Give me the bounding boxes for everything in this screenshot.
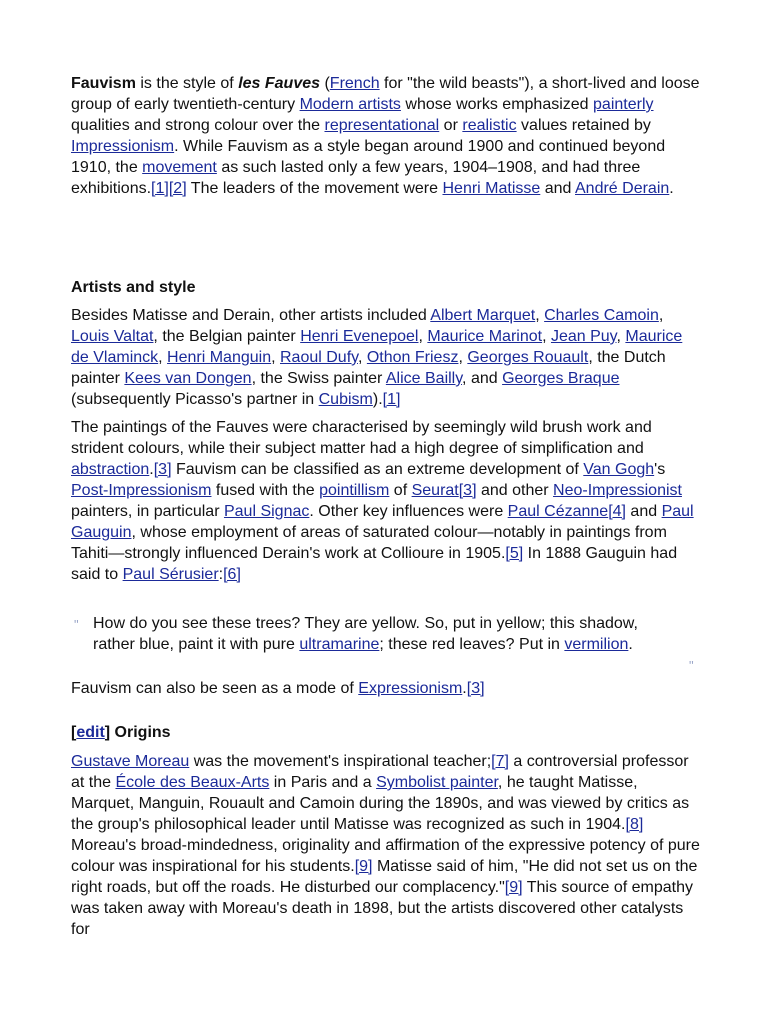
intro-paragraph	[71, 73, 701, 199]
paul-signac-link[interactable]: Paul Signac	[223, 503, 310, 520]
text-run: :	[218, 566, 224, 583]
ecole-des-beaux-arts-link[interactable]: École des Beaux-Arts	[115, 774, 270, 791]
text-run: ,	[158, 349, 168, 366]
kees-van-dongen-link[interactable]: Kees van Dongen	[124, 370, 252, 387]
louis-valtat-link[interactable]: Louis Valtat	[71, 328, 154, 345]
georges-braque-link[interactable]: Georges Braque	[502, 370, 620, 387]
text-run: is the style of	[135, 75, 239, 92]
les-fauves-term: les Fauves	[238, 75, 321, 92]
text-run: .	[628, 636, 633, 653]
text-run: In 1888 Gauguin had said to	[71, 545, 678, 583]
edit-bracket-open: [	[71, 724, 77, 741]
text-run: in Paris and a	[269, 774, 377, 791]
citation-9-link[interactable]: [9]	[504, 879, 523, 896]
movement-link[interactable]: movement	[142, 159, 217, 176]
post-impressionism-link[interactable]: Post-Impressionism	[71, 482, 212, 499]
alice-bailly-link[interactable]: Alice Bailly	[385, 370, 463, 387]
text-run: painters, in particular	[71, 503, 224, 520]
heading-origins	[71, 722, 701, 743]
raoul-dufy-link[interactable]: Raoul Dufy	[280, 349, 358, 366]
othon-friesz-link[interactable]: Othon Friesz	[366, 349, 459, 366]
citation-9-link[interactable]: [9]	[354, 858, 373, 875]
vermilion-link[interactable]: vermilion	[564, 636, 629, 653]
text-run: Fauvism can be classified as an extreme development of	[171, 461, 584, 478]
text-run: ; these red leaves? Put in	[379, 636, 565, 653]
text-run: Moreau's broad-mindedness, originality and affirmation of the expressive potency of pure colour was inspirational for his students.	[71, 837, 700, 875]
text-run: ,	[357, 349, 367, 366]
text-run: and	[540, 180, 575, 197]
blockquote	[93, 613, 673, 655]
french-link[interactable]: French	[329, 75, 380, 92]
quote-close-mark: "	[689, 658, 694, 673]
paintings-paragraph	[71, 417, 701, 585]
henri-evenepoel-link[interactable]: Henri Evenepoel	[300, 328, 419, 345]
text-run: , the Belgian painter	[153, 328, 301, 345]
representational-link[interactable]: representational	[324, 117, 440, 134]
expressionism-link[interactable]: Expressionism	[358, 680, 463, 697]
paul-gauguin-link[interactable]: Paul Gauguin	[71, 503, 694, 541]
edit-link[interactable]: edit	[76, 724, 105, 741]
albert-marquet-link[interactable]: Albert Marquet	[430, 307, 536, 324]
text-run: ,	[535, 307, 545, 324]
text-run: (	[320, 75, 330, 92]
heading-artists-and-style: Artists and style	[71, 279, 196, 296]
seurat-link[interactable]: Seurat	[411, 482, 459, 499]
citation-1-link[interactable]: [1]	[382, 391, 401, 408]
edit-bracket-close: ]	[104, 724, 111, 741]
citation-8-link[interactable]: [8]	[625, 816, 644, 833]
text-run: ,	[616, 328, 626, 345]
citation-1-link[interactable]: [1]	[151, 180, 169, 197]
text-run: ,	[271, 349, 280, 366]
origins-title: Origins	[110, 724, 171, 741]
text-run: 's	[654, 461, 666, 478]
text-run: . While Fauvism as a style began around 1900 and continued beyond 1910, the	[71, 138, 666, 176]
text-run: was the movement's inspirational teacher;	[189, 753, 492, 770]
text-run: ,	[542, 328, 551, 345]
henri-matisse-link[interactable]: Henri Matisse	[442, 180, 541, 197]
abstraction-link[interactable]: abstraction	[71, 461, 150, 478]
text-run: , the Dutch painter	[71, 349, 666, 387]
andre-derain-link[interactable]: André Derain	[575, 180, 670, 197]
text-run: How do you see these trees? They are yellow. So, put in yellow; this shadow, rather blue, paint it with pure	[93, 615, 638, 653]
citation-4-link[interactable]: [4]	[608, 503, 626, 520]
text-run: and	[625, 503, 662, 520]
fauvism-term: Fauvism	[71, 75, 136, 92]
maurice-marinot-link[interactable]: Maurice Marinot	[427, 328, 543, 345]
text-run: The paintings of the Fauves were characterised by seemingly wild brush work and strident colours, while their subject matter had a high degree of simplification and	[71, 419, 652, 457]
modern-artists-link[interactable]: Modern artists	[299, 96, 401, 113]
text-run: .	[149, 461, 154, 478]
text-run: , and	[462, 370, 503, 387]
cubism-link[interactable]: Cubism	[318, 391, 373, 408]
text-run: (subsequently Picasso's partner in	[71, 391, 319, 408]
citation-2-link[interactable]: [2]	[168, 180, 187, 197]
text-run: .	[462, 680, 467, 697]
van-gogh-link[interactable]: Van Gogh	[583, 461, 655, 478]
citation-3-link[interactable]: [3]	[458, 482, 477, 499]
text-run: , he taught Matisse, Marquet, Manguin, Rouault and Camoin during the 1890s, and was viewed by critics as the group's philosophical leader until Matisse was recognized as such in 1904.	[71, 774, 690, 833]
neo-impressionist-link[interactable]: Neo-Impressionist	[553, 482, 682, 499]
realistic-link[interactable]: realistic	[462, 117, 517, 134]
henri-manguin-link[interactable]: Henri Manguin	[167, 349, 272, 366]
text-run: Besides Matisse and Derain, other artists included	[71, 307, 431, 324]
text-run: ).	[372, 391, 383, 408]
citation-7-link[interactable]: [7]	[491, 753, 509, 770]
text-run: ,	[658, 307, 664, 324]
expressionism-paragraph	[71, 678, 701, 699]
text-run: The leaders of the movement were	[186, 180, 443, 197]
ultramarine-link[interactable]: ultramarine	[299, 636, 380, 653]
text-run: a controversial professor at the	[71, 753, 689, 791]
text-run: whose works emphasized	[400, 96, 594, 113]
jean-puy-link[interactable]: Jean Puy	[550, 328, 617, 345]
citation-3-link[interactable]: [3]	[153, 461, 172, 478]
text-run: and other	[476, 482, 554, 499]
text-run: values retained by	[516, 117, 651, 134]
gustave-moreau-link[interactable]: Gustave Moreau	[71, 753, 190, 770]
citation-5-link[interactable]: [5]	[505, 545, 524, 562]
text-run: , the Swiss painter	[251, 370, 386, 387]
text-run: , whose employment of areas of saturated colour—notably in paintings from Tahiti—strongly influenced Derain's work at Collioure in 1905.	[71, 524, 667, 562]
paul-serusier-link[interactable]: Paul Sérusier	[122, 566, 219, 583]
text-run: ,	[418, 328, 428, 345]
text-run: .	[669, 180, 674, 197]
text-run: This source of empathy was taken away with Moreau's death in 1898, but the artists discovered other catalysts for	[71, 879, 694, 938]
quote-open-mark: "	[74, 617, 79, 632]
text-run: as such lasted only a few years, 1904–1908, and had three exhibitions.	[71, 159, 641, 197]
impressionism-link[interactable]: Impressionism	[71, 138, 175, 155]
pointillism-link[interactable]: pointillism	[319, 482, 390, 499]
text-run: ,	[458, 349, 468, 366]
origins-paragraph	[71, 751, 701, 940]
citation-6-link[interactable]: [6]	[223, 566, 241, 583]
paul-cezanne-link[interactable]: Paul Cézanne	[507, 503, 609, 520]
text-run: of	[389, 482, 412, 499]
georges-rouault-link[interactable]: Georges Rouault	[467, 349, 589, 366]
text-run: Matisse said of him, "He did not set us on the right roads, but off the roads. He disturbed our complacency."	[71, 858, 698, 896]
symbolist-painter-link[interactable]: Symbolist painter	[376, 774, 498, 791]
text-run: for "the wild beasts"), a short-lived and loose group of early twentieth-century	[71, 75, 700, 113]
text-run: or	[439, 117, 463, 134]
text-run: fused with the	[211, 482, 320, 499]
text-run: . Other key influences were	[309, 503, 508, 520]
charles-camoin-link[interactable]: Charles Camoin	[544, 307, 659, 324]
painterly-link[interactable]: painterly	[593, 96, 654, 113]
citation-3-link[interactable]: [3]	[466, 680, 485, 697]
text-run: qualities and strong colour over the	[71, 117, 325, 134]
artists-paragraph	[71, 305, 701, 410]
text-run: Fauvism can also be seen as a mode of	[71, 680, 359, 697]
maurice-de-vlaminck-link[interactable]: Maurice de Vlaminck	[71, 328, 683, 366]
